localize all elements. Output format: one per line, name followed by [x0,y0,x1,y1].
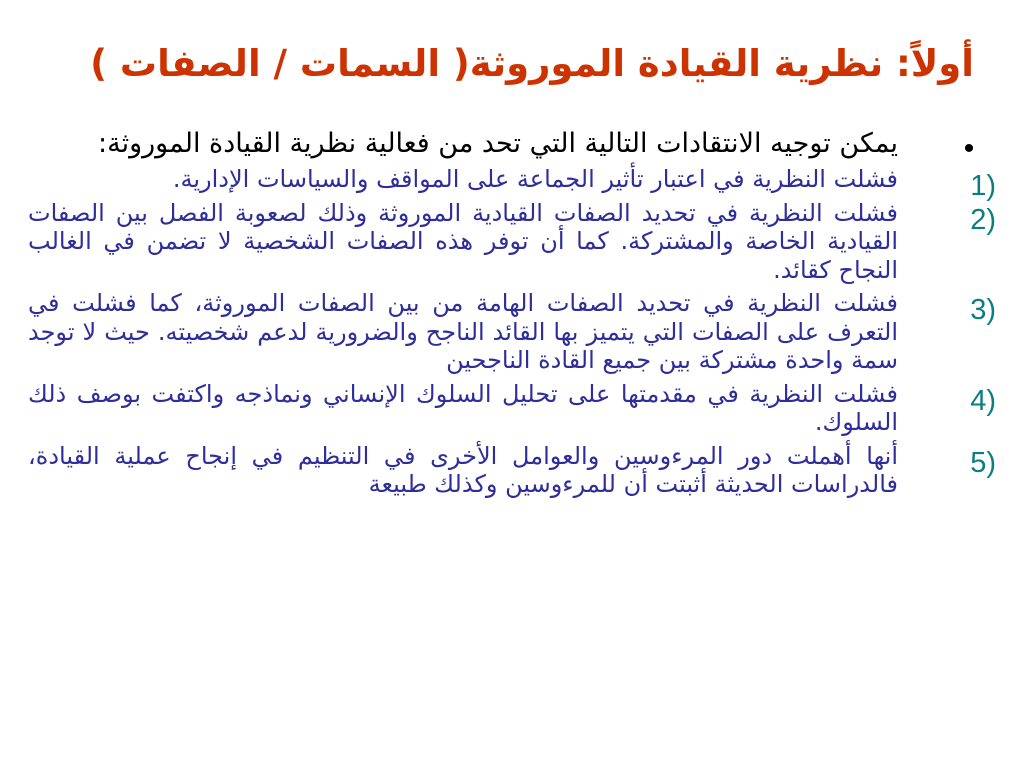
slide-body [28,128,996,768]
item-number: 3) [970,294,996,326]
list-item [28,442,996,499]
item-text: فشلت النظرية في مقدمتها على تحليل السلوك الإنساني ونماذجه واكتفت بوصف ذلك السلوك. [28,379,898,436]
intro-bullet [28,128,996,165]
list-item [28,165,996,202]
item-text: فشلت النظرية في تحديد الصفات الهامة من بين الصفات الموروثة، كما فشلت في التعرف على الصفات التي يتميز بها القائد الناجح والضرورية لدعم شخصيته. حيث لا توجد سمة واحدة مشتركة بين جميع القادة الناجحين [28,289,898,374]
item-number: 5) [970,446,996,479]
item-number: 4) [970,384,996,417]
bullet-icon: • [963,132,975,165]
item-text: فشلت النظرية في اعتبار تأثير الجماعة على المواقف والسياسات الإدارية. [172,165,898,193]
item-number: 2) [970,203,996,236]
list-item [28,289,996,375]
slide-title: أولاً: نظرية القيادة الموروثة( السمات / الصفات ) [90,42,974,85]
list-item [28,199,996,285]
list-item [28,380,996,437]
item-text: أنها أهملت دور المرءوسين والعوامل الأخرى في التنظيم في إنجاح عملية القيادة، فالدراسات الحديثة أثبتت أن للمرءوسين وكذلك طبيعة [28,441,898,498]
item-text: فشلت النظرية في تحديد الصفات القيادية الموروثة وذلك لصعوبة الفصل بين الصفات القيادية الخاصة والمشتركة. كما أن توفر هذه الصفات الشخصية لا تضمن في الغالب النجاح كقائد. [28,198,898,284]
intro-text: يمكن توجيه الانتقادات التالية التي تحد من فعالية نظرية القيادة الموروثة: [98,128,898,159]
item-number: 1) [970,170,996,202]
